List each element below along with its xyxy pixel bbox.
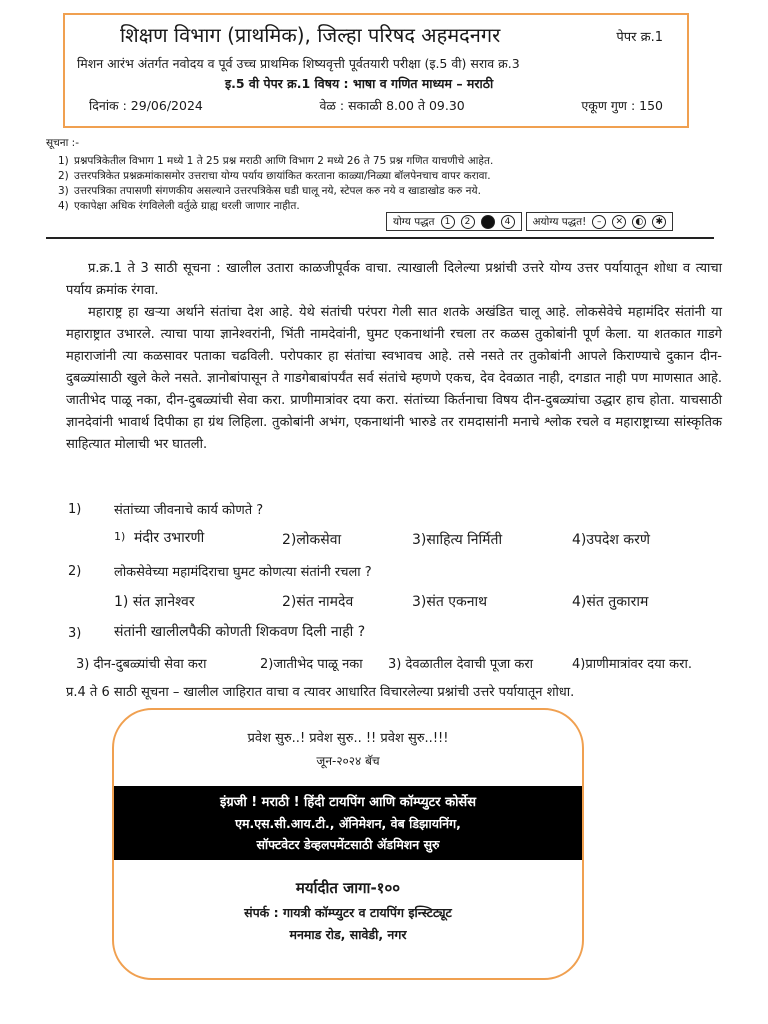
courses-band xyxy=(114,786,582,860)
option-text: 2)जातीभेद पाळू नका xyxy=(260,657,363,672)
instruction-item: 1) प्रश्नपत्रिकेतील विभाग 1 मध्ये 1 ते 25 प्रश्न मराठी आणि विभाग 2 मध्ये 26 ते 75 प्रश्न गणित याचणीचे आहेत. xyxy=(58,155,494,167)
instruction-item: 3) उत्तरपत्रिका तपासणी संगणकीय असल्याने उत्तरपत्रिकेस घडी घालू नये, स्टेपल करु नये व खाडाखोड करु नये. xyxy=(58,185,481,197)
seat-limit: मर्यादीत जागा-१०० xyxy=(295,879,401,897)
courses-line: सॉफ्टवेटर डेव्हलपमेंटसाठी ॲडमिशन सुरु xyxy=(256,837,440,852)
address: मनमाड रोड, सावेडी, नगर xyxy=(289,927,407,942)
section2-instruction: प्र.4 ते 6 साठी सूचना – खालील जाहिरात वाचा व त्यावर आधारित विचारलेल्या प्रश्नांची उत्तरे पर्यायातून शोधा. xyxy=(66,685,575,700)
exam-description: मिशन आरंभ अंतर्गत नवोदय व पूर्व उच्च प्राथमिक शिष्यवृत्ती पूर्वतयारी परीक्षा (इ.5 वी) सराव क्र.3 xyxy=(77,56,520,71)
option-circle-icon: 1 xyxy=(441,215,455,229)
option-text: 4)प्राणीमात्रांवर दया करा. xyxy=(572,657,692,672)
instructions-block xyxy=(46,136,726,214)
instructions-heading: सूचना :- xyxy=(46,137,79,149)
scribble-circle-icon: ✱ xyxy=(652,215,666,229)
half-filled-circle-icon: ◐ xyxy=(632,215,646,229)
option-text: 3)साहित्य निर्मिती xyxy=(412,532,503,548)
courses-line: एम.एस.सी.आय.टी., ॲनिमेशन, वेब डिझायनिंग, xyxy=(235,816,461,831)
instruction-item: 2) उत्तरपत्रिकेत प्रश्नक्रमांकासमोर उत्तराचा योग्य पर्याय छायांकित करताना काळ्या/निळ्या बॉलपेनचाच वापर करावा. xyxy=(58,170,491,182)
option-text: 3)संत एकनाथ xyxy=(412,594,488,610)
option-text: 2)लोकसेवा xyxy=(282,532,342,548)
option-number: 1) xyxy=(114,530,126,543)
option-text: 4)संत तुकाराम xyxy=(572,594,649,610)
option-circle-icon: 2 xyxy=(461,215,475,229)
exam-header xyxy=(63,13,689,128)
option-circle-icon: 4 xyxy=(501,215,515,229)
exam-meta-row xyxy=(89,97,663,114)
courses-line: इंग्रजी ! मराठी ! हिंदी टायपिंग आणि कॉम्प्युटर कोर्सेस xyxy=(219,795,477,810)
passage-instruction: प्र.क्र.1 ते 3 साठी सूचना : खालील उतारा काळजीपूर्वक वाचा. त्याखाली दिलेल्या प्रश्नांची उत्तरे योग्य उत्तर पर्यायातून शोधा व त्याचा पर्याय क्रमांक रंगवा. xyxy=(66,261,722,298)
divider-line xyxy=(46,237,714,239)
total-marks: एकूण गुण : 150 xyxy=(581,98,663,113)
correct-method-box xyxy=(386,212,522,231)
batch-label: जून-२०२४ बॅच xyxy=(316,754,380,768)
subject-line: इ.5 वी पेपर क्र.1 विषय : भाषा व गणित माध्यम – मराठी xyxy=(225,76,494,91)
option-text: मंदीर उभारणी xyxy=(134,530,205,546)
marking-legend xyxy=(386,212,673,231)
exam-time: वेळ : सकाळी 8.00 ते 09.30 xyxy=(319,98,465,113)
option-text: 1) संत ज्ञानेश्वर xyxy=(114,594,195,610)
option-text: 2)संत नामदेव xyxy=(282,594,354,610)
question-number: 1) xyxy=(68,502,82,517)
passage-text: महाराष्ट्र हा खऱ्या अर्थाने संतांचा देश आहे. येथे संतांची परंपरा गेली सात शतके अखंडित चालू आहे. लोकसेवेचे महामंदिर संतांनी या महाराष्ट्रात उभारले. त्याचा पाया ज्ञानेश्वरांनी, भिंती नामदेवांनी, घुमट एकनाथांनी रचला तर कळस तुकोबांनी पूर्ण केला. या शतकात गाडगे महाराजांनी त्या कळसावर पताका चढविली. परोपकार हा संतांचा स्वभावच आहे. तसे नसते तर तुकोबांनी आपले किराण्याचे दुकान दीन-दुबळ्यांसाठी खुले केले नसते. ज्ञानोबांपासून ते गाडगेबाबांपर्यंत सर्व संतांचे म्हणणे एकच, देव देवळात नाही, दगडात नाही पण माणसात आहे. जातीभेद पाळू नका, दीन-दुबळ्यांची सेवा करा. प्राणीमात्रांवर दया करा. संतांच्या किर्तनाचा विषय दीन-दुबळ्यांचा उद्धार हाच होता. याचसाठी ज्ञानदेवांनी भावार्थ दिपीका हा ग्रंथ लिहिला. तुकोबांनी अभंग, एकनाथांनी भारुडे तर रामदासांनी मनाचे श्लोक रचले व महाराष्ट्राच्या सांस्कृतिक साहित्यात मोलाची भर घातली. xyxy=(66,305,722,452)
question-text: लोकसेवेच्या महामंदिराचा घुमट कोणत्या संतांनी रचला ? xyxy=(114,565,372,580)
question-number: 2) xyxy=(68,564,82,579)
admission-banner: प्रवेश सुरु..! प्रवेश सुरु.. !! प्रवेश सुरु..!!! xyxy=(247,731,449,746)
question-text: संतांच्या जीवनाचे कार्य कोणते ? xyxy=(114,503,264,518)
cross-circle-icon: ✕ xyxy=(612,215,626,229)
option-text: 3) दीन-दुबळ्यांची सेवा करा xyxy=(76,657,207,672)
filled-circle-icon xyxy=(481,215,495,229)
header-title: शिक्षण विभाग (प्राथमिक), जिल्हा परिषद अहमदनगर xyxy=(120,23,501,47)
reading-passage xyxy=(66,258,722,456)
option-text: 4)उपदेश करणे xyxy=(572,532,650,548)
wrong-method-box xyxy=(526,212,674,231)
contact-info: संपर्क : गायत्री कॉम्प्युटर व टायपिंग इन्स्टिट्यूट xyxy=(244,905,452,920)
advertisement-box xyxy=(112,708,584,980)
paper-number: पेपर क्र.1 xyxy=(616,30,663,45)
option-text: 3) देवळातील देवाची पूजा करा xyxy=(388,657,534,672)
exam-date: दिनांक : 29/06/2024 xyxy=(89,98,203,113)
instruction-item: 4) एकापेक्षा अधिक रंगविलेली वर्तुळे ग्राह्य धरली जाणार नाहीत. xyxy=(58,200,300,212)
correct-method-label: योग्य पद्धत xyxy=(393,215,435,228)
dash-circle-icon: – xyxy=(592,215,606,229)
wrong-method-label: अयोग्य पद्धत! xyxy=(532,215,587,228)
question-text: संतांनी खालीलपैकी कोणती शिकवण दिली नाही ? xyxy=(114,624,366,640)
question-number: 3) xyxy=(68,626,82,641)
